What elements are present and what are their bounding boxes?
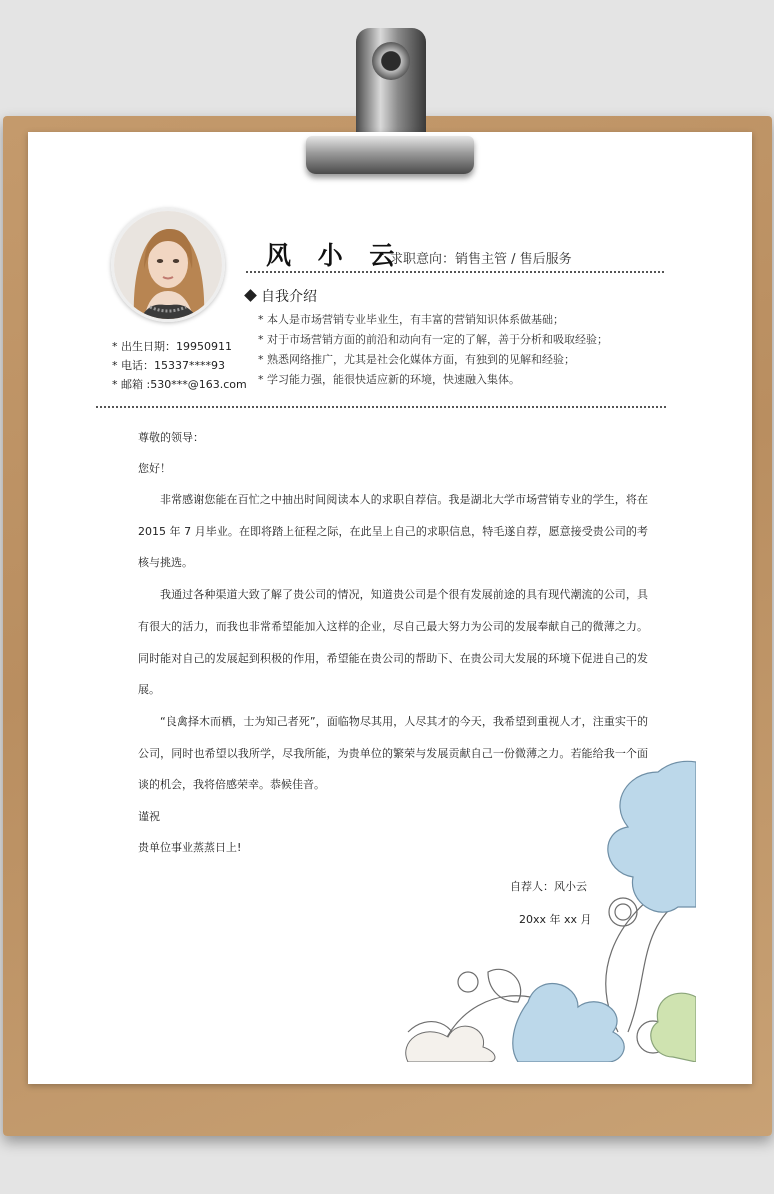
binder-clip-base xyxy=(306,136,474,174)
section-title-self-intro: 自我介绍 xyxy=(246,286,317,306)
letter-closing: 谨祝 xyxy=(138,810,160,824)
list-item: * 对于市场营销方面的前沿和动向有一定的了解，善于分析和吸取经验； xyxy=(258,330,608,350)
diamond-bullet-icon xyxy=(244,289,257,302)
job-intent: 求职意向：销售主管 / 售后服务 xyxy=(390,252,572,267)
letter-date: 20xx 年 xx 月 xyxy=(519,913,592,926)
letter-paragraph: “良禽择木而栖，士为知己者死”，面临物尽其用，人尽其才的今天，我希望到重视人才，注重实干的公司，同时也希望以我所学，尽我所能，为贵单位的繁荣与发展贡献自己一份微薄之力。若能给我一个面谈的机会，我将倍感荣幸。恭候佳音。 xyxy=(138,714,648,792)
letter-greeting: 尊敬的领导： xyxy=(138,431,204,444)
letter-closing-wish: 贵单位事业蒸蒸日上! xyxy=(138,841,242,855)
dotted-divider-top xyxy=(246,271,664,273)
self-intro-list xyxy=(258,310,608,390)
list-item: * 学习能力强，能很快适应新的环境，快速融入集体。 xyxy=(258,370,608,390)
profile-photo xyxy=(111,208,225,322)
resume-paper xyxy=(28,132,752,1084)
candidate-name: 风 小 云 xyxy=(266,241,404,270)
cover-letter xyxy=(138,422,648,863)
letter-paragraph: 我通过各种渠道大致了解了贵公司的情况，知道贵公司是个很有发展前途的具有现代潮流的公司，具有很大的活力，而我也非常希望能加入这样的企业，尽自己最大努力为公司的发展奉献自己的微薄之力。同时能对自己的发展起到积极的作用，希望能在贵公司的帮助下、在贵公司大发展的环境下促进自己的发展。 xyxy=(138,588,648,697)
dotted-divider-middle xyxy=(96,406,666,408)
phone-text: * 电话：15337****93 xyxy=(112,356,247,375)
signature: 自荐人：风小云 xyxy=(510,880,587,893)
list-item: * 熟悉网络推广，尤其是社会化媒体方面，有独到的见解和经验； xyxy=(258,350,608,370)
email-text: * 邮箱 :530***@163.com xyxy=(112,375,247,394)
letter-hello: 您好！ xyxy=(138,462,171,475)
contact-info-list xyxy=(112,337,247,394)
list-item: * 本人是市场营销专业毕业生，有丰富的营销知识体系做基础； xyxy=(258,310,608,330)
binder-clip-ring xyxy=(372,42,410,80)
birthdate-text: * 出生日期：19950911 xyxy=(112,337,247,356)
letter-paragraph: 非常感谢您能在百忙之中抽出时间阅读本人的求职自荐信。我是湖北大学市场营销专业的学生，将在 2015 年 7 月毕业。在即将踏上征程之际，在此呈上自己的求职信息，特毛遂自荐，愿意接受贵公司的考核与挑选。 xyxy=(138,493,648,570)
